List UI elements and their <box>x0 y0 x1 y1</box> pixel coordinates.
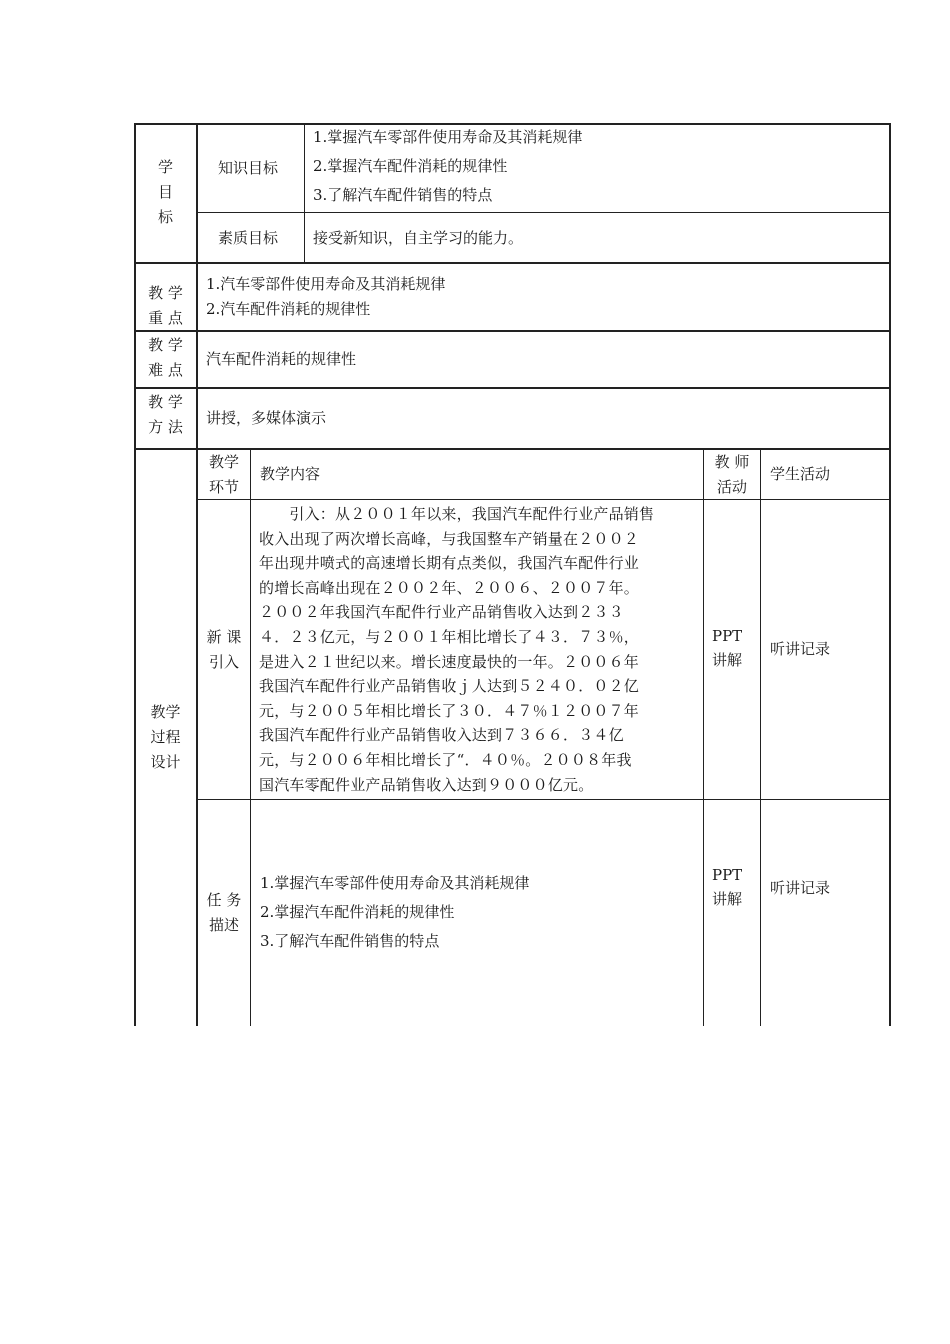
intro-stage <box>197 625 251 675</box>
knowledge-objective-label: 知识目标 <box>218 159 279 177</box>
intro-content <box>259 502 701 797</box>
objectives-label-1: 学 <box>157 158 173 176</box>
task-stage <box>197 888 251 938</box>
intro-line: 元，与２００６年相比增长了“．４０％。２００８年我 <box>259 750 632 769</box>
method-label-1: 教 学 <box>148 393 183 411</box>
intro-line: 我国汽车配件行业产品销售收入达到７３６６．３４亿 <box>259 726 624 745</box>
task-teacher <box>712 863 742 911</box>
rule-after-keypoints <box>134 330 891 332</box>
intro-stage-line-2: 引入 <box>208 653 239 671</box>
intro-student: 听讲记录 <box>770 640 831 658</box>
method-text: 讲授，多媒体演示 <box>206 409 327 427</box>
intro-line: 引入：从２００１年以来，我国汽车配件行业产品销售 <box>259 505 655 523</box>
knowledge-item-2: 2.掌握汽车配件消耗的规律性 <box>313 157 508 175</box>
header-stage-line-2: 环节 <box>208 478 239 496</box>
header-content: 教学内容 <box>260 465 321 483</box>
knowledge-item-1: 1.掌握汽车零部件使用寿命及其消耗规律 <box>313 128 583 146</box>
intro-stage-line-1: 新 课 <box>206 628 242 646</box>
knowledge-item-3: 3.了解汽车配件销售的特点 <box>313 186 493 204</box>
header-teacher-line-2: 活动 <box>716 478 747 496</box>
task-student: 听讲记录 <box>770 879 831 897</box>
key-point-1: 1.汽车零部件使用寿命及其消耗规律 <box>206 275 446 293</box>
rule-after-intro <box>197 799 891 800</box>
rule-after-objectives <box>134 262 891 264</box>
rule-after-header <box>197 499 891 500</box>
rule-objective-type <box>304 123 305 263</box>
key-points-label <box>134 281 197 331</box>
method-label <box>134 390 197 440</box>
rule-stage-column <box>250 448 251 1026</box>
intro-teacher-line-2: 讲解 <box>712 651 743 669</box>
intro-line: ２００２年我国汽车配件行业产品销售收入达到２３３ <box>259 603 624 622</box>
difficulty-text: 汽车配件消耗的规律性 <box>206 350 357 368</box>
objectives-label-3: 标 <box>157 208 173 226</box>
process-label-1: 教学 <box>150 703 181 721</box>
task-item-3: 3.了解汽车配件销售的特点 <box>260 932 440 950</box>
rule-teacher-column <box>760 448 761 1026</box>
difficulty-label-2: 难 点 <box>148 361 183 379</box>
task-teacher-line-1: PPT <box>712 866 743 884</box>
header-teacher <box>704 450 760 500</box>
key-point-2: 2.汽车配件消耗的规律性 <box>206 300 371 318</box>
task-item-2: 2.掌握汽车配件消耗的规律性 <box>260 903 455 921</box>
difficulty-label-1: 教 学 <box>148 336 183 354</box>
method-label-2: 方 法 <box>148 418 183 436</box>
intro-teacher-line-1: PPT <box>712 627 743 645</box>
intro-line: 元，与２００５年相比增长了３０．４７％１２００７年 <box>259 701 640 720</box>
task-teacher-line-2: 讲解 <box>712 890 743 908</box>
intro-line: 的增长高峰出现在２００２年、２００６、２００７年。 <box>259 578 640 597</box>
key-points-label-2: 重 点 <box>148 309 183 327</box>
quality-objective-label: 素质目标 <box>218 229 279 247</box>
objectives-label-2: 目 <box>157 183 173 201</box>
objectives-label <box>134 155 197 230</box>
intro-teacher <box>712 624 742 672</box>
intro-line: ４．２３亿元，与２００１年相比增长了４３．７３％， <box>259 627 640 646</box>
key-points-label-1: 教 学 <box>148 284 183 302</box>
intro-line: 收入出现了两次增长高峰，与我国整车产销量在２００２ <box>259 529 640 548</box>
process-label-3: 设计 <box>150 753 181 771</box>
header-teacher-line-1: 教 师 <box>714 453 750 471</box>
task-item-1: 1.掌握汽车零部件使用寿命及其消耗规律 <box>260 874 530 892</box>
intro-line: 年出现井喷式的高速增长期有点类似，我国汽车配件行业 <box>259 554 640 573</box>
process-label <box>134 700 197 775</box>
header-stage-line-1: 教学 <box>208 453 239 471</box>
intro-line: 是进入２１世纪以来。增长速度最快的一年。２００６年 <box>259 652 640 671</box>
task-stage-line-1: 任 务 <box>206 891 242 909</box>
task-content <box>260 869 529 956</box>
quality-objective-text: 接受新知识，自主学习的能力。 <box>313 229 524 247</box>
rule-objectives-split <box>197 212 891 213</box>
header-student: 学生活动 <box>770 465 831 483</box>
intro-line: 国汽车零配件业产品销售收入达到９０００亿元。 <box>259 775 594 794</box>
header-stage <box>197 450 251 500</box>
rule-after-difficulty <box>134 387 891 389</box>
difficulty-label <box>134 333 197 383</box>
task-stage-line-2: 描述 <box>208 916 239 934</box>
process-label-2: 过程 <box>150 728 181 746</box>
intro-line: 我国汽车配件行业产品销售收ｊ人达到５２４０．０２亿 <box>259 677 640 696</box>
rule-content-column <box>703 448 704 1026</box>
